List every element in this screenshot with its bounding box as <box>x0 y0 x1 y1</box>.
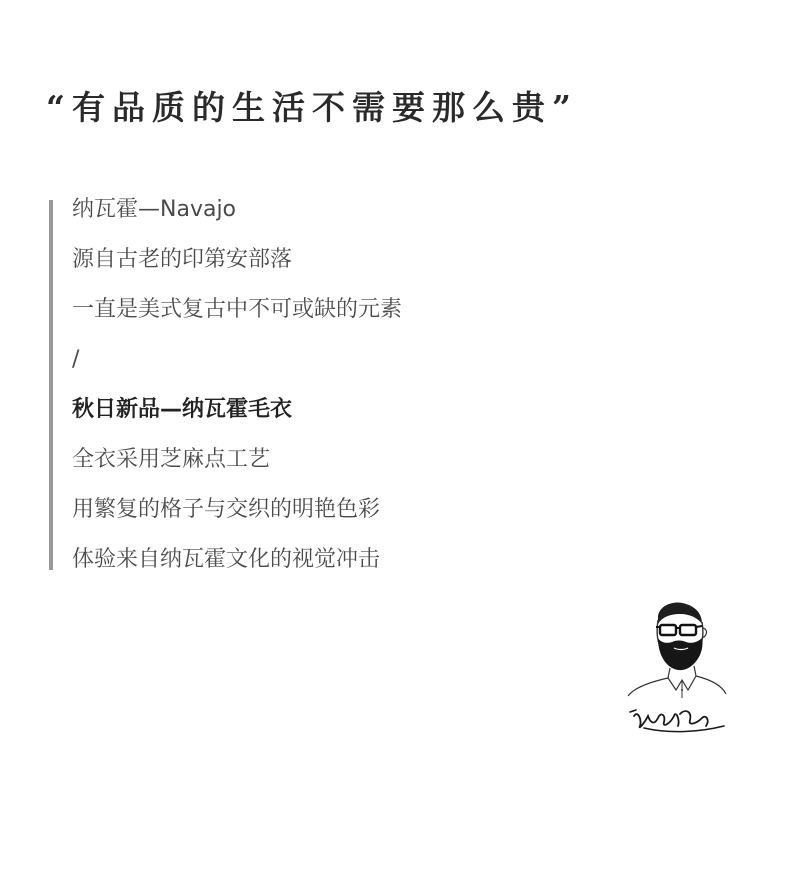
signature-mark <box>630 710 724 732</box>
description-line-1: 纳瓦霍—Navajo <box>72 197 237 222</box>
description-list <box>72 193 402 593</box>
description-line-highlight: 秋日新品—纳瓦霍毛衣 <box>72 397 293 422</box>
description-line-3: 一直是美式复古中不可或缺的元素 <box>72 297 403 322</box>
quote-bar <box>49 200 53 570</box>
page-headline: “有品质的生活不需要那么贵” <box>46 88 578 127</box>
description-line-6: 用繁复的格子与交织的明艳色彩 <box>72 497 381 522</box>
bearded-man-sketch-icon <box>620 598 730 740</box>
description-separator: / <box>72 347 80 372</box>
description-line-2: 源自古老的印第安部落 <box>72 247 293 272</box>
description-line-7: 体验来自纳瓦霍文化的视觉冲击 <box>72 547 381 572</box>
description-line-5: 全衣采用芝麻点工艺 <box>72 447 271 472</box>
